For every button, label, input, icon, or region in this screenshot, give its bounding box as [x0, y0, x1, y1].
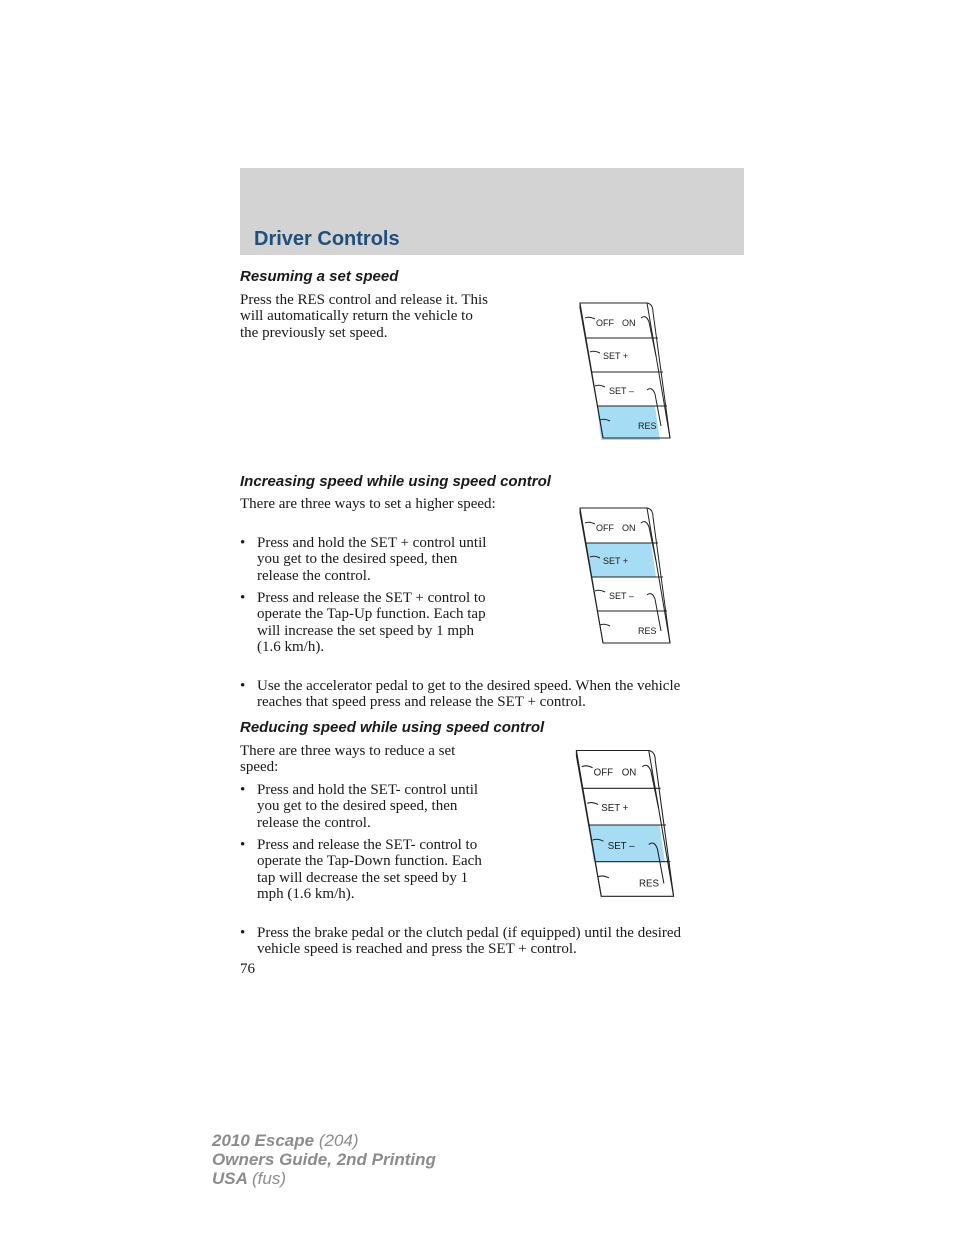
speed-control-diagram-set-minus: [571, 742, 679, 908]
footer-model-code: (204): [318, 1131, 359, 1150]
label-res: RES: [639, 878, 660, 890]
bullet-dot: •: [240, 678, 246, 694]
footer-line-1: [212, 1131, 436, 1150]
bullet-text: Press and release the SET + control to operate the Tap-Up function. Each tap will increase the set speed by 1 mph (1.6 km/h).: [257, 590, 486, 655]
label-off: OFF: [593, 767, 614, 779]
speed-control-diagram-set-plus: [575, 503, 675, 651]
label-res: RES: [638, 421, 657, 431]
bullet-item: [240, 535, 502, 584]
intro-reducing: There are three ways to reduce a set speed:: [240, 743, 456, 776]
bullet-item: [240, 925, 710, 958]
label-set-minus: SET –: [609, 591, 634, 601]
bullet-dot: •: [240, 535, 246, 551]
intro-increasing: There are three ways to set a higher speed:: [240, 496, 496, 512]
footer-line-2: Owners Guide, 2nd Printing: [212, 1150, 436, 1169]
label-set-plus: SET +: [601, 802, 629, 814]
section-header-band: [240, 168, 744, 255]
bullet-dot: •: [240, 925, 246, 941]
label-set-plus: SET +: [603, 351, 629, 361]
page-number: 76: [240, 961, 255, 977]
label-on: ON: [622, 523, 636, 533]
bullet-text: Press the brake pedal or the clutch pedal (if equipped) until the desired vehicle speed is reached and press the SET + control.: [257, 925, 682, 958]
bullet-text: Press and release the SET- control to operate the Tap-Down function. Each tap will decrease the set speed by 1 mph (1.6 km/h).: [257, 837, 482, 902]
paragraph-resuming: Press the RES control and release it. This will automatically return the vehicle to the previously set speed.: [240, 292, 489, 341]
document-footer: [212, 1131, 436, 1188]
bullet-text: Press and hold the SET + control until you get to the desired speed, then release the control.: [257, 535, 487, 584]
bullet-item: [240, 678, 710, 711]
bullet-text: Use the accelerator pedal to get to the desired speed. When the vehicle reaches that speed press and release the SET + control.: [257, 678, 681, 711]
label-set-minus: SET –: [609, 386, 634, 396]
bullet-dot: •: [240, 590, 246, 606]
bullet-dot: •: [240, 837, 246, 853]
speed-control-diagram-res: [575, 298, 675, 446]
label-off: OFF: [596, 318, 614, 328]
footer-market-code: (fus): [252, 1169, 286, 1188]
label-off: OFF: [596, 523, 614, 533]
bullet-item: [240, 837, 490, 902]
heading-reducing-speed: Reducing speed while using speed control: [240, 719, 545, 736]
label-set-plus: SET +: [603, 556, 629, 566]
label-set-minus: SET –: [607, 840, 635, 852]
footer-line-3: [212, 1169, 436, 1188]
footer-market: USA: [212, 1169, 248, 1188]
footer-model: 2010 Escape: [212, 1131, 315, 1150]
label-on: ON: [622, 318, 636, 328]
label-res: RES: [638, 626, 657, 636]
bullet-text: Press and hold the SET- control until you get to the desired speed, then release the control.: [257, 782, 479, 831]
bullet-dot: •: [240, 782, 246, 798]
heading-resuming-set-speed: Resuming a set speed: [240, 268, 399, 285]
label-on: ON: [621, 767, 637, 779]
page-title: Driver Controls: [254, 228, 400, 250]
bullet-item: [240, 590, 490, 655]
heading-increasing-speed: Increasing speed while using speed control: [240, 473, 551, 490]
bullet-item: [240, 782, 490, 831]
